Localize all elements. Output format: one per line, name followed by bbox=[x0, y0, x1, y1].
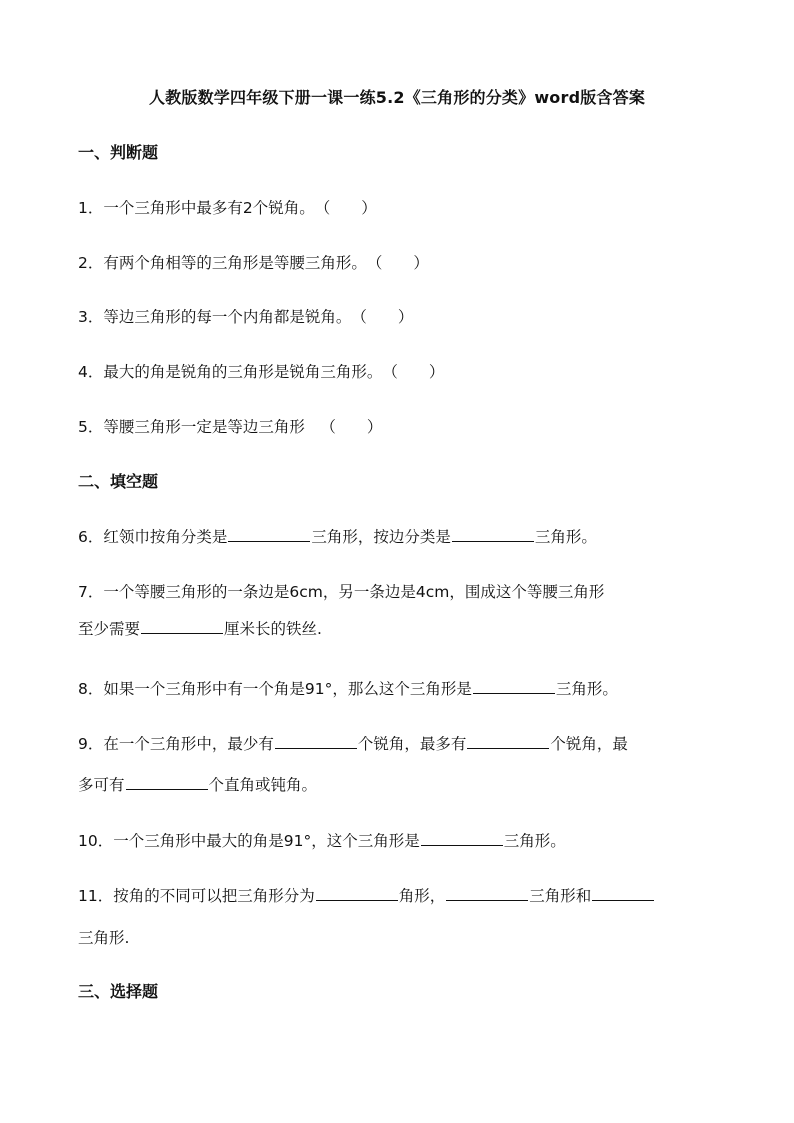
question-text: 如果一个三角形中有一个角是91°，那么这个三角形是 bbox=[103, 680, 472, 698]
answer-blank[interactable] bbox=[446, 884, 528, 901]
question-10 bbox=[78, 829, 566, 853]
question-text: 按角的不同可以把三角形分为 bbox=[113, 887, 315, 905]
answer-parentheses[interactable]: （ ） bbox=[366, 254, 429, 272]
answer-blank[interactable] bbox=[467, 732, 549, 749]
document-title: 人教版数学四年级下册一课一练5.2《三角形的分类》word版含答案 bbox=[148, 88, 646, 107]
answer-blank[interactable] bbox=[592, 884, 654, 901]
question-7-line-2 bbox=[78, 617, 322, 641]
answer-parentheses[interactable]: （ ） bbox=[351, 308, 414, 326]
question-number: 3． bbox=[78, 308, 104, 326]
question-text: 个锐角，最 bbox=[550, 735, 628, 753]
answer-blank[interactable] bbox=[316, 884, 398, 901]
question-1 bbox=[78, 196, 377, 220]
question-text: 多可有 bbox=[78, 776, 125, 794]
question-11-line-2 bbox=[78, 926, 129, 950]
question-6 bbox=[78, 525, 597, 549]
answer-blank[interactable] bbox=[228, 525, 310, 542]
question-number: 5． bbox=[78, 418, 104, 436]
question-text: 至少需要 bbox=[78, 620, 141, 638]
question-text: 三角形. bbox=[78, 929, 130, 947]
question-9-line-2 bbox=[78, 773, 317, 797]
answer-blank[interactable] bbox=[275, 732, 357, 749]
question-text: 三角形。 bbox=[503, 832, 566, 850]
section-heading-multiple-choice: 三、选择题 bbox=[78, 982, 159, 1001]
question-2 bbox=[78, 251, 429, 275]
question-number: 7． bbox=[78, 583, 104, 601]
answer-blank[interactable] bbox=[421, 829, 503, 846]
question-text: 等腰三角形一定是等边三角形 bbox=[103, 418, 321, 436]
question-text: 最大的角是锐角的三角形是锐角三角形。 bbox=[103, 363, 383, 381]
section-heading-fill-blank: 二、填空题 bbox=[78, 472, 159, 491]
answer-blank[interactable] bbox=[126, 773, 208, 790]
question-number: 9． bbox=[78, 735, 104, 753]
question-text: 一个三角形中最大的角是91°，这个三角形是 bbox=[113, 832, 420, 850]
question-number: 6． bbox=[78, 528, 104, 546]
question-number: 8． bbox=[78, 680, 104, 698]
question-11 bbox=[78, 884, 655, 908]
question-text: 个锐角，最多有 bbox=[357, 735, 467, 753]
question-number: 4． bbox=[78, 363, 104, 381]
question-text: 等边三角形的每一个内角都是锐角。 bbox=[103, 308, 352, 326]
question-text: 三角形。 bbox=[555, 680, 618, 698]
question-8 bbox=[78, 677, 618, 701]
question-text: 在一个三角形中，最少有 bbox=[103, 735, 274, 753]
question-number: 11． bbox=[78, 887, 114, 905]
question-number: 2． bbox=[78, 254, 104, 272]
question-text: 一个三角形中最多有2个锐角。 bbox=[103, 199, 315, 217]
answer-blank[interactable] bbox=[473, 677, 555, 694]
question-number: 1． bbox=[78, 199, 104, 217]
question-text: 厘米长的铁丝. bbox=[224, 620, 322, 638]
question-text: 三角形。 bbox=[534, 528, 597, 546]
question-7 bbox=[78, 580, 604, 604]
answer-parentheses[interactable]: （ ） bbox=[314, 199, 377, 217]
question-text: 三角形和 bbox=[529, 887, 592, 905]
question-5 bbox=[78, 415, 382, 439]
question-text: 红领巾按角分类是 bbox=[103, 528, 228, 546]
question-text: 一个等腰三角形的一条边是6cm，另一条边是4cm，围成这个等腰三角形 bbox=[103, 583, 605, 601]
answer-blank[interactable] bbox=[452, 525, 534, 542]
question-text: 有两个角相等的三角形是等腰三角形。 bbox=[103, 254, 367, 272]
question-4 bbox=[78, 360, 444, 384]
answer-blank[interactable] bbox=[141, 617, 223, 634]
question-number: 10． bbox=[78, 832, 114, 850]
question-3 bbox=[78, 305, 413, 329]
question-text: 角形， bbox=[398, 887, 446, 905]
question-text: 三角形，按边分类是 bbox=[311, 528, 451, 546]
answer-parentheses[interactable]: （ ） bbox=[320, 418, 383, 436]
question-text: 个直角或钝角。 bbox=[208, 776, 318, 794]
answer-parentheses[interactable]: （ ） bbox=[382, 363, 445, 381]
section-heading-judgment: 一、判断题 bbox=[78, 143, 159, 162]
question-9 bbox=[78, 732, 628, 756]
